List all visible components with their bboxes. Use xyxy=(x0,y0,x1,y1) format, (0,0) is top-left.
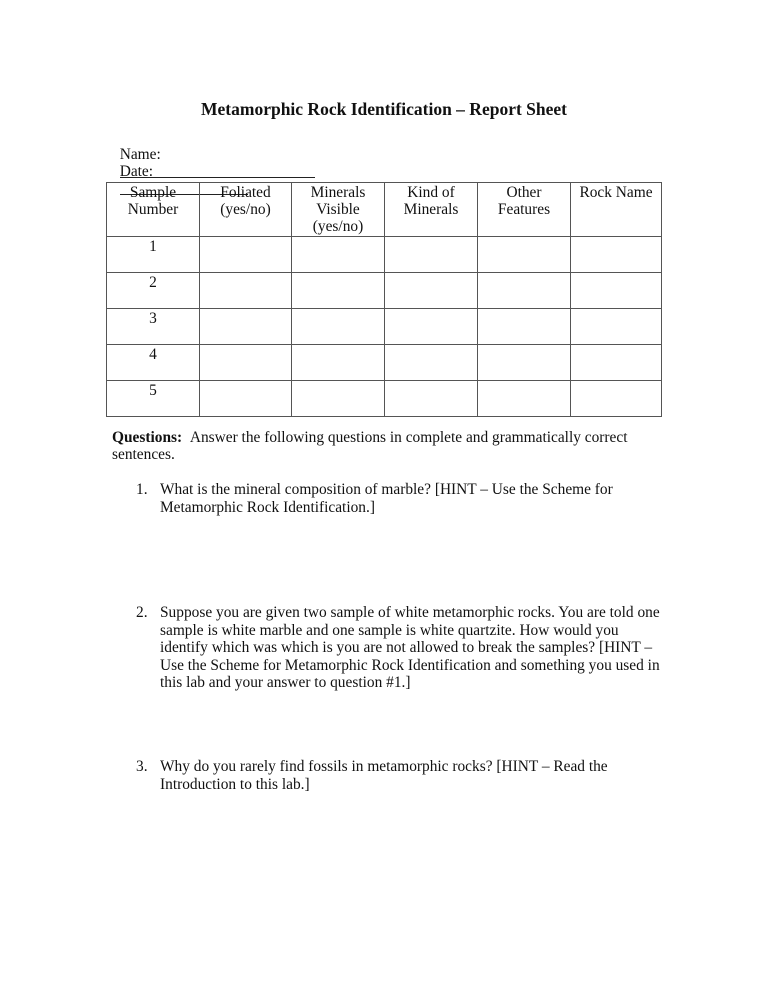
table-header-row xyxy=(107,183,662,237)
cell-rock-name[interactable] xyxy=(571,309,662,345)
name-label: Name: xyxy=(119,146,161,163)
header-line: Rock Name xyxy=(579,184,653,201)
questions-label: Questions: xyxy=(112,429,183,446)
cell-minerals-visible[interactable] xyxy=(292,237,385,273)
header-line: Number xyxy=(127,201,179,218)
cell-rock-name[interactable] xyxy=(571,273,662,309)
cell-other-features[interactable] xyxy=(478,381,571,417)
header-kind-of-minerals xyxy=(385,183,478,237)
question-text: Why do you rarely find fossils in metamorphic rocks? [HINT – Read the Introduction to this lab.] xyxy=(160,758,608,793)
cell-sample-number: 4 xyxy=(107,345,200,381)
question-2 xyxy=(136,604,666,692)
table-row xyxy=(107,345,662,381)
cell-foliated[interactable] xyxy=(200,345,292,381)
question-number: 2. xyxy=(136,604,148,621)
header-line: Minerals xyxy=(403,201,459,218)
cell-minerals-visible[interactable] xyxy=(292,309,385,345)
page-title: Metamorphic Rock Identification – Report Sheet xyxy=(201,99,567,119)
header-line: Features xyxy=(497,201,551,218)
cell-other-features[interactable] xyxy=(478,345,571,381)
cell-kind-of-minerals[interactable] xyxy=(385,381,478,417)
cell-foliated[interactable] xyxy=(200,237,292,273)
cell-rock-name[interactable] xyxy=(571,381,662,417)
cell-sample-number: 2 xyxy=(107,273,200,309)
cell-sample-number: 3 xyxy=(107,309,200,345)
header-rock-name xyxy=(571,183,662,237)
question-number: 3. xyxy=(136,758,148,775)
header-foliated xyxy=(200,183,292,237)
question-text: What is the mineral composition of marble? [HINT – Use the Scheme for Metamorphic Rock Identification.] xyxy=(160,481,613,516)
question-1 xyxy=(136,481,666,516)
cell-minerals-visible[interactable] xyxy=(292,381,385,417)
cell-foliated[interactable] xyxy=(200,381,292,417)
cell-minerals-visible[interactable] xyxy=(292,345,385,381)
cell-kind-of-minerals[interactable] xyxy=(385,345,478,381)
header-line: (yes/no) xyxy=(220,201,271,218)
cell-kind-of-minerals[interactable] xyxy=(385,273,478,309)
cell-kind-of-minerals[interactable] xyxy=(385,309,478,345)
table-row xyxy=(107,237,662,273)
cell-minerals-visible[interactable] xyxy=(292,273,385,309)
cell-other-features[interactable] xyxy=(478,309,571,345)
header-line: Kind of xyxy=(407,184,455,201)
questions-instructions xyxy=(112,429,672,463)
header-line: (yes/no) xyxy=(312,218,364,235)
header-minerals-visible xyxy=(292,183,385,237)
cell-kind-of-minerals[interactable] xyxy=(385,237,478,273)
table-row xyxy=(107,309,662,345)
header-sample-number xyxy=(107,183,200,237)
cell-rock-name[interactable] xyxy=(571,345,662,381)
header-line: Sample xyxy=(129,184,177,201)
cell-foliated[interactable] xyxy=(200,309,292,345)
question-3 xyxy=(136,758,666,793)
table-row xyxy=(107,273,662,309)
date-label: Date: xyxy=(119,163,154,180)
cell-foliated[interactable] xyxy=(200,273,292,309)
table-row xyxy=(107,381,662,417)
cell-other-features[interactable] xyxy=(478,273,571,309)
header-line: Minerals xyxy=(310,184,366,201)
report-table xyxy=(106,182,662,417)
cell-rock-name[interactable] xyxy=(571,237,662,273)
header-line: Other xyxy=(506,184,542,201)
cell-sample-number: 1 xyxy=(107,237,200,273)
cell-other-features[interactable] xyxy=(478,237,571,273)
header-line: Foliated xyxy=(220,184,271,201)
questions-instruction-text: Answer the following questions in complete and grammatically correct sentences. xyxy=(112,429,628,463)
question-text: Suppose you are given two sample of white metamorphic rocks. You are told one sample is white marble and one sample is white quartzite. How would you identify which was which is you are not allowed to break the samples? [HINT – Use the Scheme for Metamorphic Rock Identification and something you used in this lab and your answer to question #1.] xyxy=(160,604,660,691)
cell-sample-number: 5 xyxy=(107,381,200,417)
header-line: Visible xyxy=(316,201,360,218)
header-other-features xyxy=(478,183,571,237)
question-number: 1. xyxy=(136,481,148,498)
